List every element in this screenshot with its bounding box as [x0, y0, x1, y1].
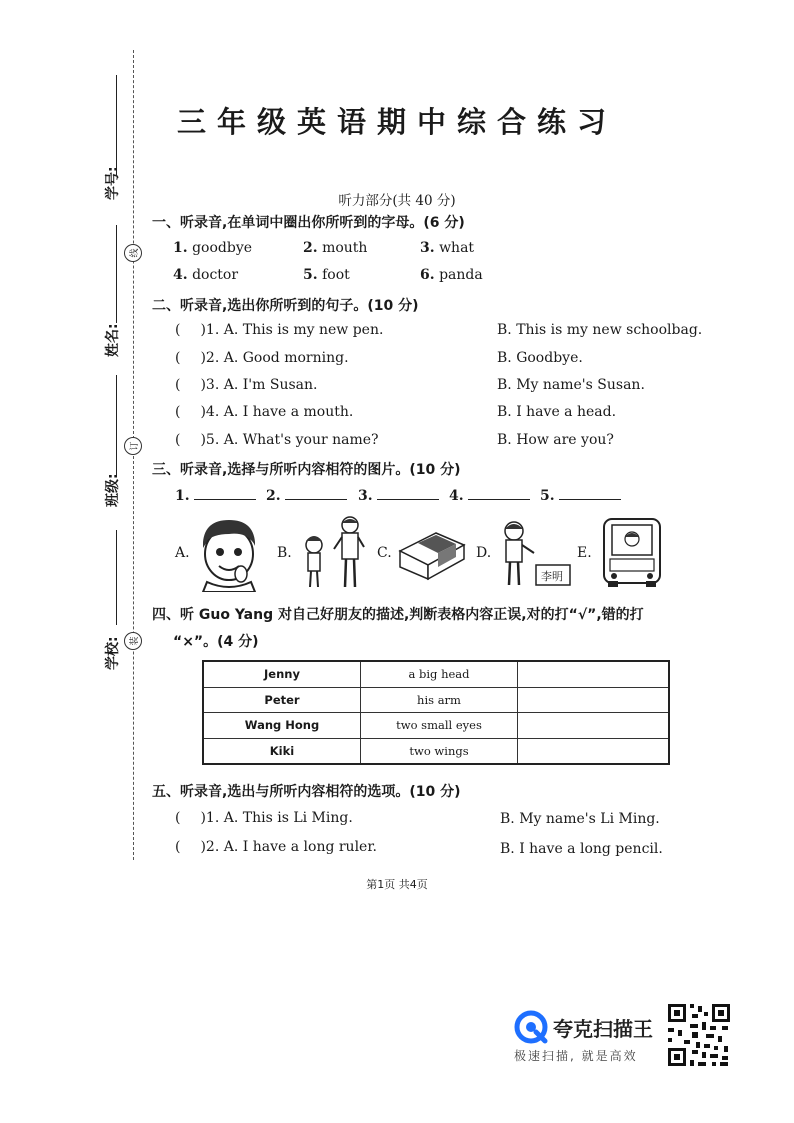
- seal-mark-bind: 订: [124, 437, 142, 455]
- table-row: [203, 661, 669, 687]
- class-line: [116, 375, 117, 475]
- table-cell-answer[interactable]: [518, 661, 670, 687]
- s2-q3: ( )3. A. I'm Susan.: [175, 377, 318, 393]
- s2-q1: ( )1. A. This is my new pen.: [175, 322, 384, 338]
- page-title: 三年级英语期中综合练习: [176, 105, 617, 139]
- two-people-picture: [298, 515, 370, 591]
- scanner-brand: 夸克扫描王: [553, 1017, 653, 1041]
- section3-heading: 三、听录音,选择与所听内容相符的图片。(10 分): [152, 462, 461, 478]
- eraser-picture: [396, 527, 468, 583]
- name-label: 姓名:: [105, 323, 121, 357]
- s3-blank-4[interactable]: 4.: [449, 487, 530, 504]
- school-line: [116, 530, 117, 625]
- binding-dashed-line: [133, 50, 134, 860]
- table-cell-answer[interactable]: [518, 738, 670, 764]
- s3-blank-3[interactable]: 3.: [358, 487, 439, 504]
- s3-blank-1[interactable]: 1.: [175, 487, 256, 504]
- student-id-label: 学号:: [105, 166, 121, 200]
- section1-heading: 一、听录音,在单词中圈出你所听到的字母。(6 分): [152, 215, 465, 231]
- judgment-table: [202, 660, 670, 765]
- s3-option-b: B.: [277, 545, 292, 561]
- s1-item-4: 4. doctor: [173, 267, 239, 283]
- s1-item-5: 5. foot: [303, 267, 350, 283]
- table-cell-name: Wang Hong: [203, 713, 361, 739]
- table-row: [203, 738, 669, 764]
- table-cell-desc: two small eyes: [361, 713, 518, 739]
- s2-q5-b: B. How are you?: [497, 432, 614, 448]
- seal-mark-line: 线: [124, 244, 142, 262]
- s2-q3-b: B. My name's Susan.: [497, 377, 645, 393]
- s3-option-c: C.: [377, 545, 392, 561]
- table-cell-name: Kiki: [203, 738, 361, 764]
- s5-q1-b: B. My name's Li Ming.: [500, 811, 660, 827]
- s2-q2: ( )2. A. Good morning.: [175, 350, 349, 366]
- s5-q2: ( )2. A. I have a long ruler.: [175, 839, 377, 855]
- scanner-logo-icon: [514, 1010, 548, 1044]
- s2-q4: ( )4. A. I have a mouth.: [175, 404, 354, 420]
- section-part-title: 听力部分(共 40 分): [338, 193, 456, 209]
- table-cell-name: Peter: [203, 687, 361, 713]
- s1-item-1: 1. goodbye: [173, 240, 253, 256]
- s2-q2-b: B. Goodbye.: [497, 350, 583, 366]
- s2-q1-b: B. This is my new schoolbag.: [497, 322, 703, 338]
- s1-item-6: 6. panda: [420, 267, 483, 283]
- s2-q5: ( )5. A. What's your name?: [175, 432, 379, 448]
- bus-driver-picture: [600, 515, 664, 589]
- class-label: 班级:: [105, 473, 121, 507]
- section4-heading-line2: “×”。(4 分): [173, 634, 259, 650]
- name-line: [116, 225, 117, 323]
- qr-code-icon: [666, 1002, 732, 1068]
- page-number: 第1页 共4页: [366, 878, 428, 891]
- s1-item-2: 2. mouth: [303, 240, 368, 256]
- scanner-tagline: 极速扫描, 就是高效: [514, 1049, 638, 1063]
- boy-face-picture: [195, 512, 263, 592]
- s1-item-3: 3. what: [420, 240, 475, 256]
- s2-q4-b: B. I have a head.: [497, 404, 617, 420]
- table-cell-name: Jenny: [203, 661, 361, 687]
- seal-mark-mount: 装: [124, 632, 142, 650]
- table-row: [203, 713, 669, 739]
- section5-heading: 五、听录音,选出与所听内容相符的选项。(10 分): [152, 784, 461, 800]
- table-row: [203, 687, 669, 713]
- table-cell-desc: his arm: [361, 687, 518, 713]
- school-label: 学校:: [105, 636, 121, 670]
- section2-heading: 二、听录音,选出你所听到的句子。(10 分): [152, 298, 419, 314]
- s3-option-e: E.: [577, 545, 592, 561]
- s5-q2-b: B. I have a long pencil.: [500, 841, 663, 857]
- s3-blank-5[interactable]: 5.: [540, 487, 621, 504]
- table-cell-desc: a big head: [361, 661, 518, 687]
- s5-q1: ( )1. A. This is Li Ming.: [175, 810, 353, 826]
- table-cell-answer[interactable]: [518, 687, 670, 713]
- name-card-text: 李明: [541, 570, 563, 583]
- s3-option-a: A.: [175, 545, 190, 561]
- section4-heading-line1: 四、听 Guo Yang 对自己好朋友的描述,判断表格内容正误,对的打“√”,错的打: [152, 607, 644, 623]
- s3-option-d: D.: [476, 545, 492, 561]
- table-cell-answer[interactable]: [518, 713, 670, 739]
- table-cell-desc: two wings: [361, 738, 518, 764]
- s3-blank-2[interactable]: 2.: [266, 487, 347, 504]
